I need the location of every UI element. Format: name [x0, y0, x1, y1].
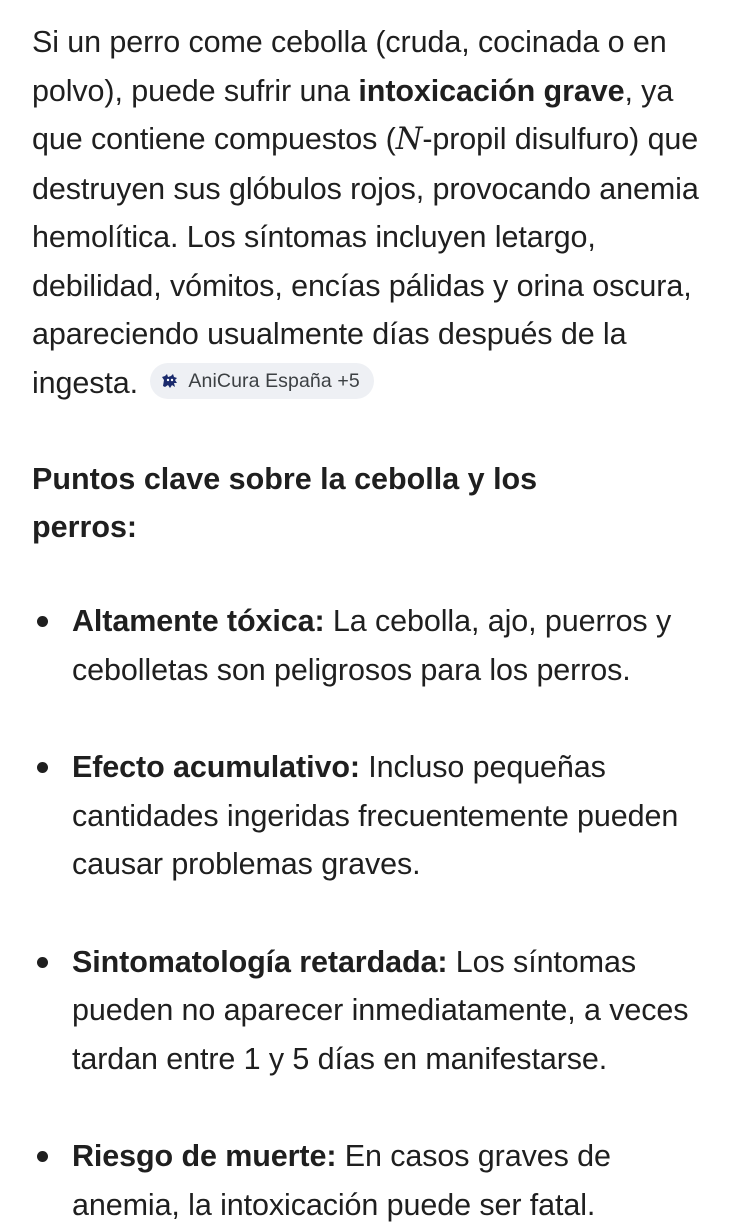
key-points-heading: Puntos clave sobre la cebolla y los perros: — [32, 462, 538, 544]
list-item-text: Incluso pequeñas cantidades ingeridas frecuentemente pueden causar problemas graves. — [72, 750, 679, 881]
intro-text-part1: Si un perro come cebolla (cruda, cocinada o en polvo), puede sufrir una — [32, 25, 667, 108]
list-item — [32, 743, 725, 889]
bullet-dot — [37, 762, 48, 773]
list-item-text: En casos graves de anemia, la intoxicación puede ser fatal. — [72, 1139, 611, 1222]
list-item — [32, 1132, 725, 1229]
list-item-title: Sintomatología retardada: — [72, 944, 448, 979]
intro-text-part3: -propil disulfuro) que destruyen sus glóbulos rojos, provocando anemia hemolítica. Los síntomas incluyen letargo, debilidad, vómitos, encías pálidas y orina oscura, apareciendo usualmente días después de la ingesta. — [32, 122, 699, 400]
bullet-dot — [37, 616, 48, 627]
bullet-dot — [37, 957, 48, 968]
list-item-text: La cebolla, ajo, puerros y cebolletas son peligrosos para los perros. — [72, 604, 672, 687]
intro-bold-text: intoxicación grave — [358, 73, 625, 108]
bullet-dot — [37, 1151, 48, 1162]
intro-text-part2: , ya que contiene compuestos ( — [32, 73, 674, 156]
list-item-title: Altamente tóxica: — [72, 604, 325, 638]
list-item — [32, 597, 725, 694]
key-points-list — [32, 597, 725, 1229]
source-chip-label: AniCura España +5 — [188, 370, 360, 393]
intro-paragraph — [32, 18, 725, 407]
math-variable: N — [395, 122, 423, 157]
list-item-title: Efecto acumulativo: — [72, 750, 360, 784]
list-item-title: Riesgo de muerte: — [72, 1139, 337, 1173]
list-item-text: Los síntomas pueden no aparecer inmediatamente, a veces tardan entre 1 y 5 días en manifestarse. — [72, 944, 689, 1076]
anicura-logo-icon — [160, 371, 180, 391]
source-chip[interactable] — [150, 363, 373, 399]
list-item — [32, 938, 725, 1084]
